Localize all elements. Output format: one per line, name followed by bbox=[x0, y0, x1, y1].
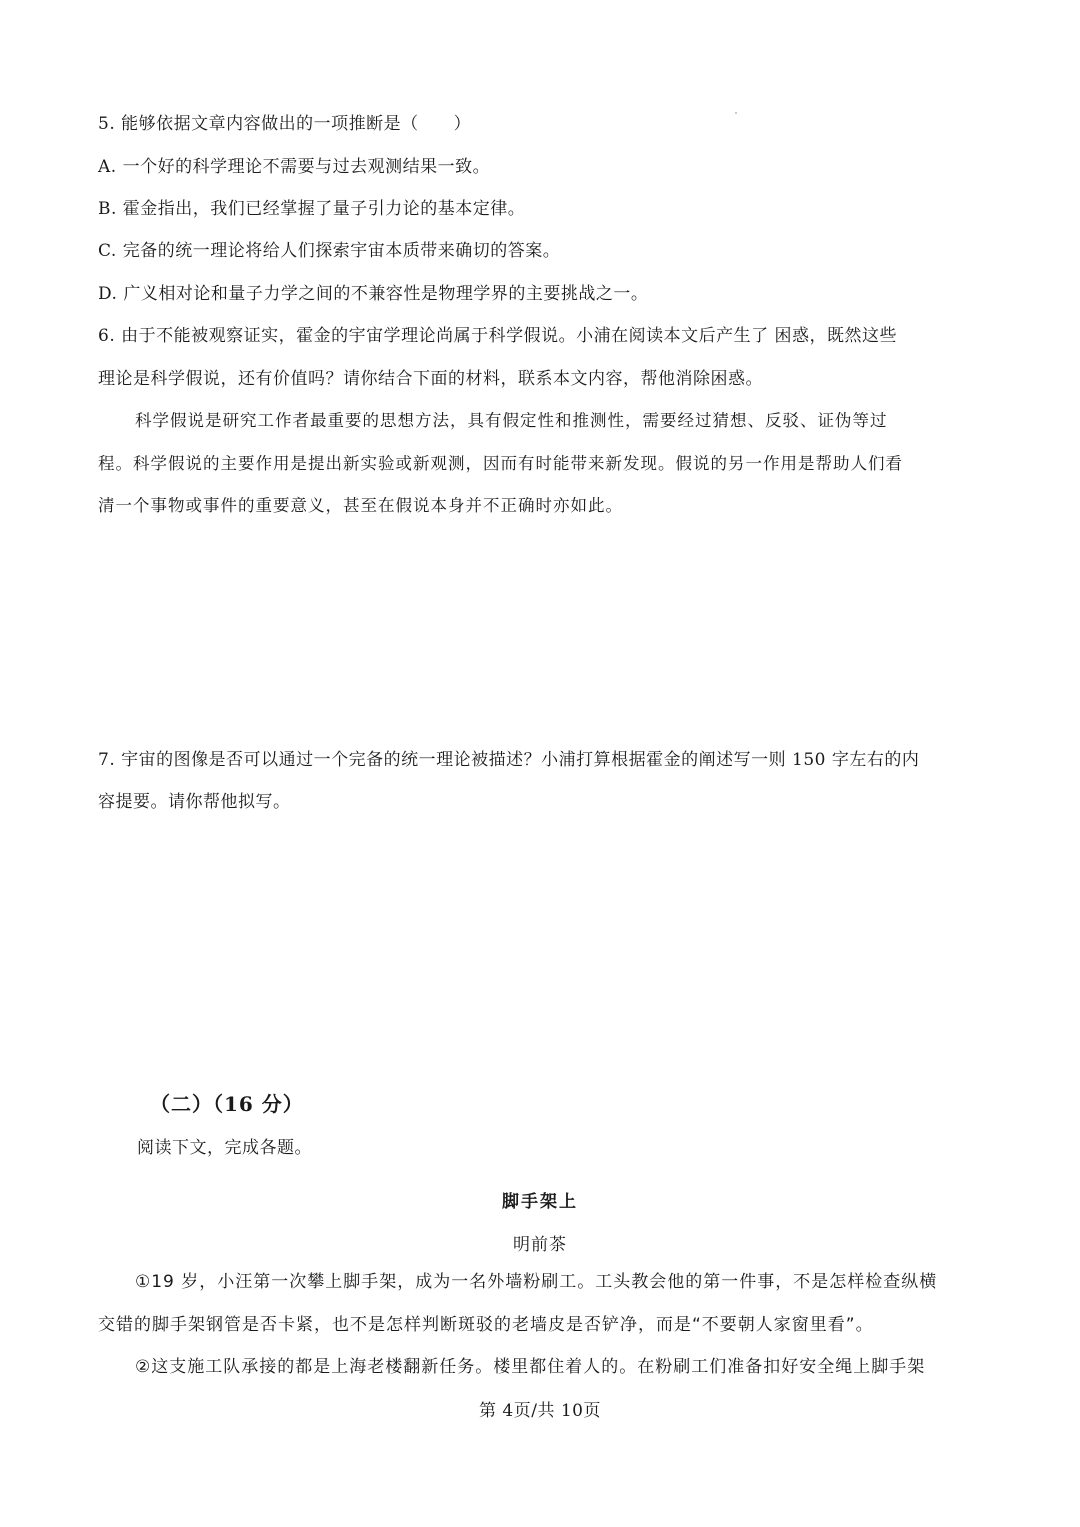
q5-option-c: C. 完备的统一理论将给人们探索宇宙本质带来确切的答案。 bbox=[98, 241, 561, 261]
section-instruction: 阅读下文，完成各题。 bbox=[137, 1138, 312, 1158]
article-paragraph-1-line2: 交错的脚手架钢管是否卡紧，也不是怎样判断斑驳的老墙皮是否铲净，而是“不要朝人家窗里看”。 bbox=[98, 1315, 874, 1335]
q6-stem-line2: 理论是科学假说，还有价值吗？请你结合下面的材料，联系本文内容，帮他消除困惑。 bbox=[98, 369, 763, 389]
q6-material-line1: 科学假说是研究工作者最重要的思想方法，具有假定性和推测性，需要经过猜想、反驳、证伪等过 bbox=[135, 411, 888, 430]
q5-option-a: A. 一个好的科学理论不需要与过去观测结果一致。 bbox=[98, 157, 491, 177]
page-number: 第 4页/共 10页 bbox=[479, 1401, 601, 1421]
q5-stem: 5. 能够依据文章内容做出的一项推断是（ ） bbox=[98, 114, 472, 134]
q5-option-d: D. 广义相对论和量子力学之间的不兼容性是物理学界的主要挑战之一。 bbox=[98, 284, 649, 304]
q6-material-line2: 程。科学假说的主要作用是提出新实验或新观测，因而有时能带来新发现。假说的另一作用是帮助人们看 bbox=[98, 454, 903, 473]
q5-option-b: B. 霍金指出，我们已经掌握了量子引力论的基本定律。 bbox=[98, 199, 526, 219]
q7-stem-line1: 7. 宇宙的图像是否可以通过一个完备的统一理论被描述？小浦打算根据霍金的阐述写一则 150 字左右的内 bbox=[98, 750, 920, 770]
section-title: （二）（16 分） bbox=[150, 1092, 304, 1116]
q7-stem-line2: 容提要。请你帮他拟写。 bbox=[98, 792, 291, 812]
scan-speck bbox=[735, 112, 737, 114]
article-title: 脚手架上 bbox=[502, 1192, 578, 1212]
q6-material-line3: 清一个事物或事件的重要意义，甚至在假说本身并不正确时亦如此。 bbox=[98, 496, 623, 515]
article-paragraph-2-line1: ②这支施工队承接的都是上海老楼翻新任务。楼里都住着人的。在粉刷工们准备扣好安全绳上脚手架 bbox=[135, 1357, 926, 1377]
q6-stem-line1: 6. 由于不能被观察证实，霍金的宇宙学理论尚属于科学假说。小浦在阅读本文后产生了 困惑，既然这些 bbox=[98, 326, 898, 346]
article-paragraph-1-line1: ①19 岁，小汪第一次攀上脚手架，成为一名外墙粉刷工。工头教会他的第一件事，不是怎样检查纵横 bbox=[135, 1272, 938, 1292]
article-author: 明前茶 bbox=[513, 1235, 567, 1255]
